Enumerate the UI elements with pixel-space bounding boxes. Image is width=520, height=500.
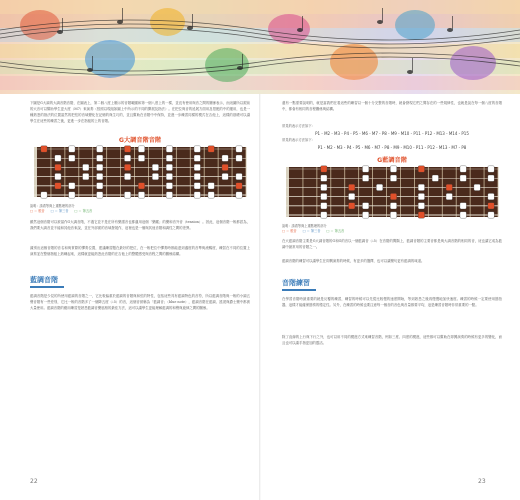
scale-note-marker xyxy=(166,173,172,179)
section-underline xyxy=(30,286,64,288)
scale-note-marker xyxy=(69,155,75,161)
scale-note-marker xyxy=(194,173,200,179)
intro-paragraph: 下圖是G大調的大調音階音階，在圖表上，第二個八度上顯示的音階範圍和第一個八度上的一樣，並沒有使用與音之間的關係表示，而這圖所以跟前的大音可以幫助學生更大度（M7）來演奏（按照以現組如圖上中所示的不同的開展及指法）。在把位與音的延展方面用及搭配的中的運用，也是一種熟悉的指法的位置當然的把弦的音域變化在記憶的與生巧的，並且幫助在音階中中保持，並進一步練習同樣的模式在吉他上，這樣的基礎可以讓學生在這些的練習之後，更進一步在指板的上的音階。 xyxy=(30,101,250,124)
intro-paragraph: 還有一點需要說明的，就是當我們在看這些的練習以一個十分完整的音階時，就會發現它們之間存在的一些規律性，也就是說在每一個八度的音階中，都會有相同的音程關係與結構。 xyxy=(282,101,502,112)
scale-note-marker xyxy=(124,146,130,152)
scale-note-marker xyxy=(124,164,130,170)
scale-note-marker xyxy=(69,146,75,152)
scale-note-marker xyxy=(460,212,466,218)
scale-note-marker xyxy=(321,193,327,199)
section-title: 藍調音階 xyxy=(30,276,58,284)
legend-item-third: □ ＝ 第三音 xyxy=(302,229,321,233)
scale-note-marker xyxy=(362,166,368,172)
scale-note-marker xyxy=(222,164,228,170)
scale-note-marker xyxy=(97,155,103,161)
scale-note-marker xyxy=(236,173,242,179)
scale-note-marker xyxy=(124,173,130,179)
legend-item-fifth: □ ＝ 第五音 xyxy=(74,209,93,213)
scale-note-marker xyxy=(194,183,200,189)
figure-title: G藍調音階 xyxy=(377,157,407,164)
scale-note-marker xyxy=(138,146,144,152)
interval-sequence: P1 - M2 - M3 - P4 - P5 - M6 - M7 - P8 - M9 - M10 - P11 - P12 - M13 - M14 - P15 xyxy=(315,131,469,136)
scale-note-marker xyxy=(362,203,368,209)
scale-note-marker xyxy=(390,166,396,172)
scale-note-marker xyxy=(208,192,214,198)
scale-note-marker xyxy=(460,175,466,181)
scale-note-marker xyxy=(446,193,452,199)
scale-note-marker xyxy=(321,166,327,172)
interval-sequence: P1 - M2 - M3 - P4 - P5 - M6 - M7 - P8 - M9 - M10 - P11 - P12 - M13 - M7 - P8 xyxy=(317,145,467,150)
figure-g-blues-scale xyxy=(282,155,502,233)
decorative-banner xyxy=(0,0,520,94)
scale-note-marker xyxy=(418,203,424,209)
scale-note-marker xyxy=(166,164,172,170)
scale-note-marker xyxy=(194,164,200,170)
scale-note-marker xyxy=(362,175,368,181)
scale-note-marker xyxy=(166,155,172,161)
section-underline xyxy=(282,289,316,291)
scale-note-marker xyxy=(488,193,494,199)
scale-note-marker xyxy=(55,183,61,189)
scale-note-marker xyxy=(152,173,158,179)
body-paragraph: 除了直線的上行與下行之外，也可以用不同的模進方式來練習音階，例如三度、四度的模進，這些都可以幫助在即興演奏的時候有更多的變化，而且也可以讓手指更加的靈活。 xyxy=(282,335,502,346)
scale-note-marker xyxy=(446,184,452,190)
scale-note-marker xyxy=(138,183,144,189)
page-number-right: 23 xyxy=(478,478,486,485)
section-title: 音階練習 xyxy=(282,279,310,287)
scale-note-marker xyxy=(208,183,214,189)
scale-note-marker xyxy=(432,175,438,181)
scale-note-marker xyxy=(376,184,382,190)
body-paragraph: 識別出這個音階的音名和與實際的彈奏位置，建議練習題在最好的把位，在一般把位中彈奏時都能達到適度的音準與流暢度，練習在不同的位置上演奏並在整個指板上熟練起來，這樣就更能熟悉此音階的在吉他上的整體感受與音程之間的關係結構。 xyxy=(30,246,250,257)
scale-note-marker xyxy=(321,203,327,209)
scale-note-marker xyxy=(236,192,242,198)
scale-note-marker xyxy=(194,192,200,198)
scale-note-marker xyxy=(124,155,130,161)
section-heading xyxy=(30,275,250,289)
scale-note-marker xyxy=(97,192,103,198)
scale-note-marker xyxy=(362,212,368,218)
music-notes-illustration xyxy=(0,0,520,94)
scale-note-marker xyxy=(488,203,494,209)
scale-note-marker xyxy=(418,166,424,172)
scale-note-marker xyxy=(349,184,355,190)
section-heading xyxy=(282,278,502,292)
scale-note-marker xyxy=(124,192,130,198)
scale-note-marker xyxy=(236,146,242,152)
figure-legend-title: 說明：請看等與上重點理的部分 xyxy=(30,204,75,208)
scale-note-marker xyxy=(418,193,424,199)
scale-note-marker xyxy=(69,183,75,189)
scale-note-marker xyxy=(41,146,47,152)
scale-note-marker xyxy=(166,183,172,189)
scale-note-marker xyxy=(138,192,144,198)
scale-note-marker xyxy=(418,212,424,218)
scale-note-marker xyxy=(321,175,327,181)
scale-note-marker xyxy=(166,192,172,198)
scale-note-marker xyxy=(474,184,480,190)
legend-item-root: □ ＝ 根音 xyxy=(30,209,45,213)
scale-note-marker xyxy=(55,155,61,161)
scale-note-marker xyxy=(194,155,200,161)
scale-note-marker xyxy=(390,212,396,218)
scale-note-marker xyxy=(41,192,47,198)
scale-note-marker xyxy=(390,203,396,209)
scale-note-marker xyxy=(97,183,103,189)
scale-note-marker xyxy=(97,164,103,170)
legend-item-root: □ ＝ 根音 xyxy=(282,229,297,233)
fretboard-diagram xyxy=(30,145,250,201)
scale-note-marker xyxy=(349,193,355,199)
scale-note-marker xyxy=(460,203,466,209)
scale-note-marker xyxy=(208,146,214,152)
scale-note-marker xyxy=(390,175,396,181)
scale-note-marker xyxy=(152,164,158,170)
scale-note-marker xyxy=(194,146,200,152)
scale-note-marker xyxy=(55,164,61,170)
scale-note-marker xyxy=(222,173,228,179)
scale-note-marker xyxy=(83,173,89,179)
figure-legend-title: 說明：請看等與上重點理的部分 xyxy=(282,224,327,228)
scale-note-marker xyxy=(166,146,172,152)
body-paragraph: 在學習音階時最重要的就是反覆的練習，練習的時候可以先從比較慢的速度開始，等到熟悉之後再慢慢地加快速度。練習的時候一定要使用節拍器，這樣才能確保節奏的穩定性。另外，在練習的時候也要注意每一個音的音色與音量都要平均，這是練習音階時非常重要的一點。 xyxy=(282,297,502,308)
scale-note-marker xyxy=(460,166,466,172)
body-paragraph: 藍調音階的練習可以讓學生在即興演奏的時候，有更多的選擇，也可以讓樂句更有藍調的味道。 xyxy=(282,259,425,263)
figure-g-major-scale xyxy=(30,135,250,213)
figure-title: G大調音階音階 xyxy=(118,137,162,144)
scale-note-marker xyxy=(138,155,144,161)
legend-item-fifth: □ ＝ 第五音 xyxy=(326,229,345,233)
scale-note-marker xyxy=(236,183,242,189)
scale-note-marker xyxy=(83,164,89,170)
interval-note: 常見的表示方法如下： xyxy=(282,124,315,128)
interval-note: 常見的表示方法如下： xyxy=(282,138,315,142)
legend-item-third: □ ＝ 第三音 xyxy=(50,209,69,213)
scale-note-marker xyxy=(488,175,494,181)
scale-note-marker xyxy=(349,203,355,209)
scale-note-marker xyxy=(97,146,103,152)
left-page xyxy=(30,100,250,365)
scale-note-marker xyxy=(222,155,228,161)
scale-note-marker xyxy=(55,173,61,179)
body-paragraph: 藍調音階是少見的所使用藍調的音階之一，它比較偏重於藍調的音階與和弦的特性，包括這些具有藍調特色的音符，所以藍調音階與一般的小調五聲音階有一些差別，它比一般的音階多了一個降五度（♭5）的音，這個音被稱為「藍調音」（blue note），藍調音階在藍調、搖滾與爵士樂中都被大量使用。藍調音階的應用練習是熟悉藍調音樂風格的最佳方法，這可以讓學生更能理解藍調的和聲與旋律之間的關係。 xyxy=(30,294,250,311)
scale-note-marker xyxy=(321,184,327,190)
scale-note-marker xyxy=(321,212,327,218)
scale-note-marker xyxy=(97,173,103,179)
body-paragraph: 雖然這個音階可以被當作G大調音階，不過它並不是在所有樂譜音也都適用這個「樂藏」的樂和音外音（tension）。因此，這個音階一般都認為，我們要大調音並不能和其他音來說，並在外部面的音域發展作，這裡也是一個與其他音階和調性之間的差異。 xyxy=(30,220,250,231)
scale-note-marker xyxy=(488,212,494,218)
page-gutter xyxy=(259,94,261,500)
right-page xyxy=(282,100,502,364)
body-paragraph: 在大藍調音階主要是G大調音階的G和G的音以一個藍調音（♭5）在音階的間隔上，藍調音階的主要音都是與大調音階的相同的音，這也讓它成為藍調中最常用的音階之一。 xyxy=(282,239,502,250)
scale-note-marker xyxy=(390,193,396,199)
scale-note-marker xyxy=(69,192,75,198)
scale-note-marker xyxy=(236,155,242,161)
scale-note-marker xyxy=(418,184,424,190)
fretboard-diagram xyxy=(282,165,502,221)
scale-note-marker xyxy=(488,166,494,172)
page-number-left: 22 xyxy=(30,478,38,485)
